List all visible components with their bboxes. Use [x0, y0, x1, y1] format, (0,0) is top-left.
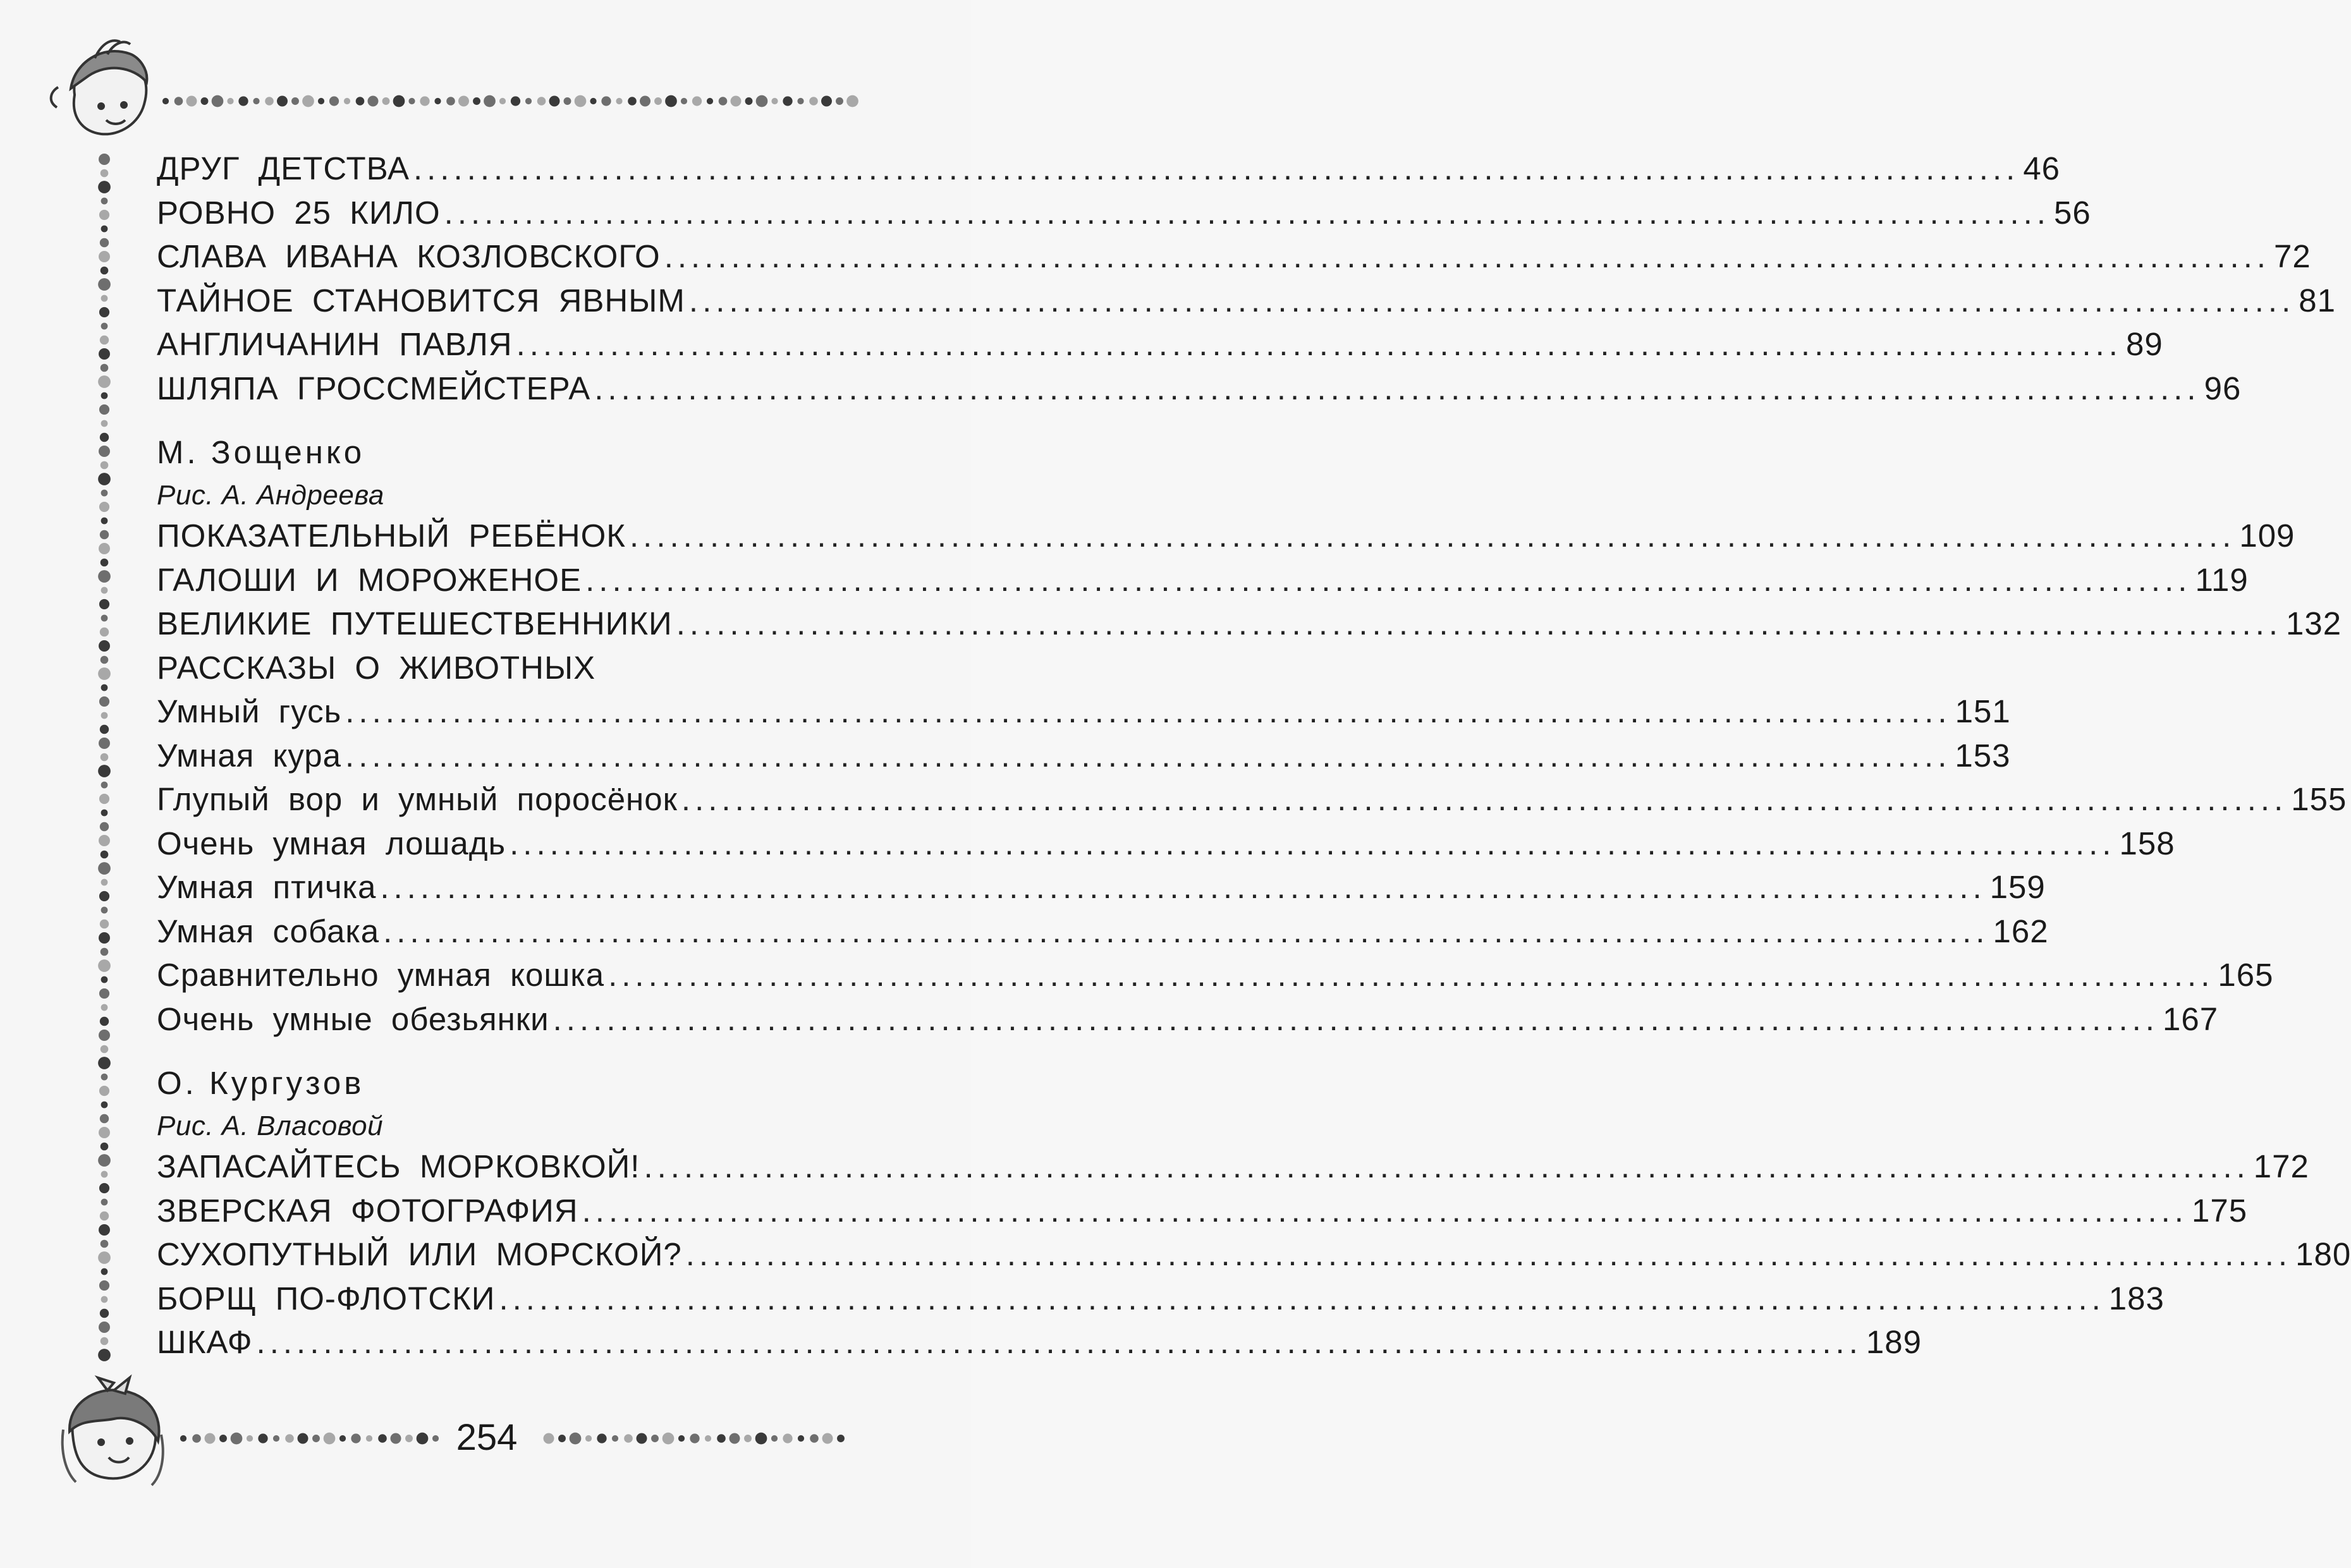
- toc-entry: [157, 865, 2046, 909]
- left-dot-column: [98, 154, 111, 1361]
- toc-entry-title: ВЕЛИКИЕ ПУТЕШЕСТВЕННИКИ: [157, 605, 673, 641]
- toc-entry: [157, 1320, 1922, 1364]
- toc-entry-page: 189: [1866, 1324, 1922, 1360]
- decorative-dot: [101, 948, 109, 956]
- decorative-dot: [755, 1433, 767, 1445]
- toc-entry: [157, 997, 2219, 1042]
- decorative-dot: [575, 95, 587, 107]
- decorative-dot: [101, 1337, 109, 1346]
- toc-entry: [157, 1277, 2165, 1321]
- decorative-dot: [258, 1433, 267, 1443]
- decorative-dot: [637, 1433, 647, 1444]
- decorative-dot: [101, 1004, 108, 1011]
- decorative-dot: [99, 1280, 109, 1291]
- decorative-dot: [628, 97, 637, 106]
- decorative-dot: [405, 1435, 413, 1442]
- decorative-dot: [730, 1433, 740, 1444]
- decorative-dot: [473, 97, 480, 105]
- dot-leader: ........................................................................................................................: [582, 1192, 2188, 1229]
- decorative-dot: [285, 1434, 294, 1443]
- toc-entry: [157, 514, 2295, 558]
- decorative-dot: [731, 96, 742, 107]
- decorative-dot: [99, 599, 109, 609]
- decorative-dot: [101, 295, 108, 302]
- toc-entry-title: Умная собака: [157, 913, 380, 949]
- decorative-dot: [99, 696, 109, 707]
- toc-entry-page: 132: [2286, 605, 2342, 641]
- dot-leader: ........................................................................................................................: [585, 561, 2192, 598]
- decorative-dot: [101, 364, 109, 372]
- decorative-dot: [201, 97, 209, 105]
- decorative-dot: [101, 851, 109, 859]
- toc-entry-page: 183: [2108, 1280, 2165, 1316]
- decorative-dot: [100, 725, 109, 734]
- illustrator-andreeva: Рис. А. Андреева: [157, 480, 384, 511]
- decorative-dot: [100, 238, 109, 247]
- toc-entry-title: Глупый вор и умный поросёнок: [157, 781, 678, 817]
- toc-entry-title: Умная кура: [157, 737, 342, 774]
- dot-leader: ........................................................................................................................: [380, 869, 1986, 905]
- decorative-dot: [417, 1433, 429, 1445]
- decorative-dot: [101, 1074, 108, 1081]
- decorative-dot: [99, 932, 110, 944]
- decorative-dot: [101, 753, 109, 762]
- decorative-dot: [100, 1114, 109, 1123]
- toc-entry-page: 46: [2023, 150, 2061, 186]
- decorative-dot: [101, 490, 108, 497]
- decorative-dot: [99, 1086, 109, 1096]
- dot-leader: ........................................................................................................................: [664, 238, 2271, 274]
- decorative-dot: [101, 518, 108, 525]
- decorative-dot: [434, 98, 441, 104]
- decorative-dot: [98, 1057, 111, 1069]
- dot-leader: ........................................................................................................................: [345, 737, 1951, 774]
- decorative-dot: [745, 97, 753, 105]
- toc-entry-title: Умный гусь: [157, 693, 342, 729]
- decorative-dot: [101, 1171, 108, 1178]
- decorative-dot: [612, 1435, 618, 1442]
- decorative-dot: [744, 1435, 752, 1442]
- decorative-dot: [192, 1434, 201, 1443]
- decorative-dot: [101, 1102, 108, 1109]
- toc-entry: [157, 191, 2091, 235]
- decorative-dot: [101, 198, 108, 205]
- decorative-dot: [99, 543, 110, 554]
- decorative-dot: [291, 97, 299, 105]
- author-kurguzov: О. Кургузов: [157, 1065, 365, 1101]
- toc-entry-title: ГАЛОШИ И МОРОЖЕНОЕ: [157, 561, 582, 598]
- toc-entry-page: 172: [2253, 1148, 2309, 1184]
- decorative-dot: [101, 323, 108, 330]
- decorative-dot: [624, 1434, 633, 1443]
- toc-entry-page: 158: [2119, 825, 2175, 861]
- decorative-dot: [99, 1127, 110, 1138]
- decorative-dot: [822, 1433, 833, 1444]
- decorative-dot: [678, 1435, 685, 1442]
- decorative-dot: [99, 988, 109, 999]
- decorative-dot: [99, 1322, 110, 1333]
- toc-entry-page: 180: [2295, 1236, 2351, 1272]
- toc-entry-page: 119: [2195, 561, 2249, 598]
- decorative-dot: [100, 1309, 109, 1318]
- decorative-dot: [162, 98, 169, 104]
- toc-block-first: [157, 147, 2336, 410]
- decorative-dot: [101, 907, 108, 914]
- decorative-dot: [99, 446, 110, 457]
- decorative-dot: [771, 98, 778, 104]
- decorative-dot: [544, 1433, 554, 1444]
- toc-entry-page: 159: [1989, 869, 2046, 905]
- decorative-dot: [564, 97, 571, 105]
- dot-leader: ........................................................................................................................: [516, 326, 2122, 362]
- decorative-dot: [101, 169, 109, 178]
- decorative-dot: [98, 570, 111, 583]
- dot-leader: ........................................................................................................................: [256, 1324, 1862, 1360]
- author-zoshchenko: М. Зощенко: [157, 434, 365, 470]
- decorative-dot: [101, 1268, 108, 1275]
- decorative-dot: [101, 712, 108, 719]
- decorative-dot: [99, 640, 110, 652]
- decorative-dot: [499, 98, 506, 104]
- decorative-dot: [100, 433, 109, 442]
- toc-entry-page: 155: [2291, 781, 2347, 817]
- toc-entry: [157, 147, 2061, 191]
- dot-leader: ........................................................................................................................: [681, 781, 2288, 817]
- decorative-dot: [99, 891, 109, 901]
- toc-entry-title: РОВНО 25 КИЛО: [157, 194, 441, 231]
- table-of-contents: [157, 147, 2351, 1364]
- decorative-dot: [101, 226, 108, 233]
- girl-face-icon: [63, 1378, 163, 1485]
- decorative-dot: [719, 97, 728, 106]
- toc-entry-title: ПОКАЗАТЕЛЬНЫЙ РЕБЁНОК: [157, 518, 626, 554]
- dot-leader: ........................................................................................................................: [383, 913, 1989, 949]
- decorative-dot: [99, 835, 110, 846]
- decorative-dot: [324, 1433, 336, 1445]
- decorative-dot: [616, 98, 622, 104]
- dot-leader: ........................................................................................................................: [553, 1000, 2159, 1037]
- decorative-dot: [368, 96, 379, 107]
- decorative-dot: [273, 1435, 279, 1442]
- decorative-dot: [101, 420, 108, 427]
- decorative-dot: [98, 473, 111, 485]
- decorative-dot: [99, 348, 110, 360]
- decorative-dot: [98, 1349, 111, 1361]
- decorative-dot: [846, 95, 858, 107]
- toc-entry-page: 167: [2162, 1000, 2219, 1037]
- toc-entry: [157, 777, 2347, 822]
- toc-entry-title: СУХОПУТНЫЙ ИЛИ МОРСКОЙ?: [157, 1236, 682, 1272]
- decorative-dot: [99, 1183, 109, 1193]
- decorative-dot: [101, 656, 109, 664]
- decorative-dot: [692, 96, 702, 106]
- toc-entry-title: Сравнительно умная кошка: [157, 957, 605, 993]
- decorative-dot: [98, 862, 111, 875]
- decorative-dot: [98, 375, 111, 388]
- dot-leader: ........................................................................................................................: [676, 605, 2283, 641]
- decorative-dot: [329, 96, 339, 106]
- decorative-dot: [366, 1435, 372, 1442]
- toc-entry-page: 153: [1955, 737, 2011, 774]
- dot-leader: ........................................................................................................................: [413, 150, 2020, 186]
- toc-entry-page: 72: [2274, 238, 2311, 274]
- toc-entry-page: 162: [1993, 913, 2049, 949]
- toc-entry: [157, 909, 2049, 954]
- decorative-dot: [756, 95, 768, 107]
- top-dot-row: [162, 95, 858, 107]
- toc-block-animal-stories: [157, 690, 2347, 1041]
- decorative-dot: [98, 765, 111, 777]
- toc-entry-page: 109: [2239, 518, 2295, 554]
- decorative-dot: [836, 97, 843, 105]
- dot-leader: ........................................................................................................................: [629, 518, 2236, 554]
- toc-entry-title: Очень умная лошадь: [157, 825, 506, 861]
- decorative-dot: [100, 1212, 109, 1220]
- dot-leader: ........................................................................................................................: [345, 693, 1951, 729]
- toc-entry: [157, 1145, 2309, 1189]
- decorative-dot: [101, 587, 108, 594]
- toc-entry-title: СЛАВА ИВАНА КОЗЛОВСКОГО: [157, 238, 661, 274]
- dot-leader: ........................................................................................................................: [499, 1280, 2105, 1316]
- decorative-dot: [98, 667, 111, 680]
- decorative-dot: [537, 97, 546, 106]
- toc-entry: [157, 1232, 2351, 1277]
- decorative-dot: [484, 95, 496, 107]
- decorative-dot: [101, 559, 109, 567]
- decorative-dot: [681, 98, 687, 104]
- decorative-dot: [99, 307, 109, 317]
- decorative-dot: [705, 1435, 711, 1442]
- toc-entry-page: 81: [2299, 282, 2336, 319]
- decorative-dot: [99, 738, 110, 749]
- toc-entry: [157, 558, 2249, 602]
- decorative-dot: [351, 1433, 360, 1443]
- decorative-dot: [99, 154, 110, 165]
- decorative-dot: [651, 1435, 659, 1442]
- decorative-dot: [100, 1017, 109, 1026]
- decorative-dot: [101, 392, 108, 399]
- page-number: 254: [456, 1417, 518, 1458]
- boy-face-icon: [51, 40, 147, 134]
- decorative-dot: [101, 782, 108, 789]
- decorative-dot: [101, 810, 108, 817]
- dot-leader: ........................................................................................................................: [608, 957, 2214, 993]
- toc-entry-page: 165: [2218, 957, 2274, 993]
- decorative-dot: [356, 97, 365, 106]
- toc-entry: [157, 953, 2274, 997]
- decorative-dot: [238, 96, 248, 106]
- decorative-dot: [100, 336, 109, 344]
- decorative-dot: [783, 1433, 792, 1443]
- decorative-dot: [180, 1435, 186, 1442]
- toc-entry-title: ШЛЯПА ГРОССМЕЙСТЕРА: [157, 370, 591, 406]
- toc-entry-page: 151: [1955, 693, 2011, 729]
- decorative-dot: [663, 1433, 675, 1445]
- decorative-dot: [601, 96, 611, 106]
- decorative-dot: [821, 96, 832, 107]
- decorative-dot: [99, 502, 109, 512]
- decorative-dot: [98, 959, 111, 972]
- decorative-dot: [227, 98, 233, 104]
- decorative-dot: [99, 794, 109, 804]
- toc-entry-page: 56: [2054, 194, 2091, 231]
- decorative-dot: [391, 1433, 401, 1444]
- decorative-dot: [570, 1433, 582, 1445]
- decorative-dot: [101, 461, 109, 470]
- decorative-dot: [837, 1435, 845, 1442]
- toc-entry-page: 96: [2204, 370, 2242, 406]
- dot-leader: ........................................................................................................................: [688, 282, 2295, 319]
- decorative-dot: [231, 1433, 243, 1445]
- toc-entry-title: БОРЩ ПО-ФЛОТСКИ: [157, 1280, 496, 1316]
- decorative-dot: [100, 530, 109, 539]
- dot-leader: ........................................................................................................................: [685, 1236, 2292, 1272]
- decorative-dot: [101, 976, 108, 983]
- decorative-dot: [590, 98, 596, 104]
- decorative-dot: [101, 684, 108, 691]
- toc-entry: [157, 822, 2175, 866]
- decorative-dot: [101, 1143, 109, 1151]
- decorative-dot: [100, 920, 109, 928]
- toc-entry: [157, 1189, 2248, 1233]
- decorative-dot: [212, 95, 224, 107]
- decorative-dot: [277, 96, 288, 107]
- decorative-dot: [525, 98, 532, 104]
- decorative-dot: [393, 95, 405, 107]
- toc-entry: [157, 234, 2311, 279]
- toc-entry-title: Умная птичка: [157, 869, 377, 905]
- decorative-dot: [98, 1154, 111, 1167]
- decorative-dot: [98, 278, 111, 291]
- decorative-dot: [298, 1433, 308, 1444]
- decorative-dot: [420, 96, 429, 106]
- decorative-dot: [707, 98, 713, 104]
- toc-entry: [157, 602, 2342, 646]
- decorative-dot: [101, 267, 109, 275]
- decorative-dot: [408, 98, 415, 104]
- decorative-dot: [98, 181, 111, 193]
- decorative-dot: [549, 96, 560, 107]
- decorative-dot: [511, 96, 520, 106]
- toc-entry-title: ЗАПАСАЙТЕСЬ МОРКОВКОЙ!: [157, 1148, 640, 1184]
- toc-entry: [157, 734, 2011, 778]
- decorative-dot: [339, 1435, 346, 1442]
- decorative-dot: [344, 98, 350, 104]
- decorative-dot: [100, 628, 109, 636]
- toc-entry-page: 175: [2191, 1192, 2248, 1229]
- decorative-dot: [783, 96, 792, 106]
- decorative-dot: [585, 1435, 592, 1442]
- decorative-dot: [312, 1435, 320, 1442]
- illustrator-vlasova: Рис. А. Власовой: [157, 1110, 384, 1141]
- decorative-dot: [99, 251, 110, 262]
- decorative-dot: [432, 1435, 439, 1442]
- decorative-dot: [382, 97, 390, 105]
- toc-entry-title: Очень умные обезьянки: [157, 1000, 549, 1037]
- decorative-dot: [690, 1433, 699, 1443]
- decorative-dot: [318, 98, 324, 104]
- decorative-dot: [99, 404, 109, 415]
- decorative-dot: [98, 1251, 111, 1264]
- toc-block-kurguzov: [157, 1145, 2351, 1364]
- dot-leader: ........................................................................................................................: [644, 1148, 2250, 1184]
- decorative-dot: [253, 98, 259, 104]
- decorative-dot: [446, 97, 455, 106]
- decorative-dot: [378, 1434, 387, 1443]
- decorative-dot: [174, 97, 183, 106]
- decorative-dot: [100, 822, 109, 831]
- toc-entry: [157, 367, 2242, 411]
- toc-entry-title: ШКАФ: [157, 1324, 253, 1360]
- toc-entry: [157, 690, 2011, 734]
- toc-entry: [157, 279, 2336, 323]
- dot-leader: ........................................................................................................................: [594, 370, 2201, 406]
- section-title-animals: РАССКАЗЫ О ЖИВОТНЫХ: [157, 649, 596, 686]
- decorative-dot: [219, 1435, 227, 1442]
- decorative-dot: [558, 1435, 566, 1442]
- decorative-dot: [809, 97, 818, 106]
- decorative-dot: [247, 1435, 253, 1442]
- decorative-dot: [302, 95, 314, 107]
- dot-leader: ........................................................................................................................: [510, 825, 2116, 861]
- decorative-dot: [265, 97, 274, 106]
- decorative-dot: [810, 1434, 819, 1443]
- decorative-dot: [99, 1224, 110, 1236]
- decorative-dot: [101, 1240, 109, 1248]
- dot-leader: ........................................................................................................................: [444, 194, 2050, 231]
- decorative-dot: [654, 97, 662, 105]
- decorative-dot: [99, 1030, 110, 1041]
- toc-entry-title: ДРУГ ДЕТСТВА: [157, 150, 410, 186]
- decorative-dot: [101, 1296, 108, 1303]
- toc-entry-title: АНГЛИЧАНИН ПАВЛЯ: [157, 326, 513, 362]
- decorative-dot: [458, 96, 469, 107]
- decorative-dot: [101, 879, 108, 886]
- toc-block-zoshchenko: [157, 514, 2342, 646]
- decorative-dot: [717, 1434, 726, 1443]
- decorative-dot: [99, 210, 109, 220]
- decorative-dot: [101, 1199, 108, 1206]
- toc-entry-title: ЗВЕРСКАЯ ФОТОГРАФИЯ: [157, 1192, 578, 1229]
- decorative-dot: [798, 1435, 804, 1442]
- decorative-dot: [771, 1435, 778, 1442]
- toc-entry-page: 89: [2125, 326, 2163, 362]
- decorative-dot: [101, 615, 108, 622]
- toc-entry-title: ТАЙНОЕ СТАНОВИТСЯ ЯВНЫМ: [157, 282, 685, 319]
- decorative-dot: [205, 1433, 216, 1444]
- decorative-dot: [665, 95, 677, 107]
- decorative-dot: [597, 1433, 606, 1443]
- toc-entry: [157, 322, 2163, 367]
- decorative-dot: [797, 98, 803, 104]
- decorative-dot: [186, 96, 197, 107]
- decorative-dot: [101, 1045, 109, 1054]
- decorative-dot: [640, 96, 650, 107]
